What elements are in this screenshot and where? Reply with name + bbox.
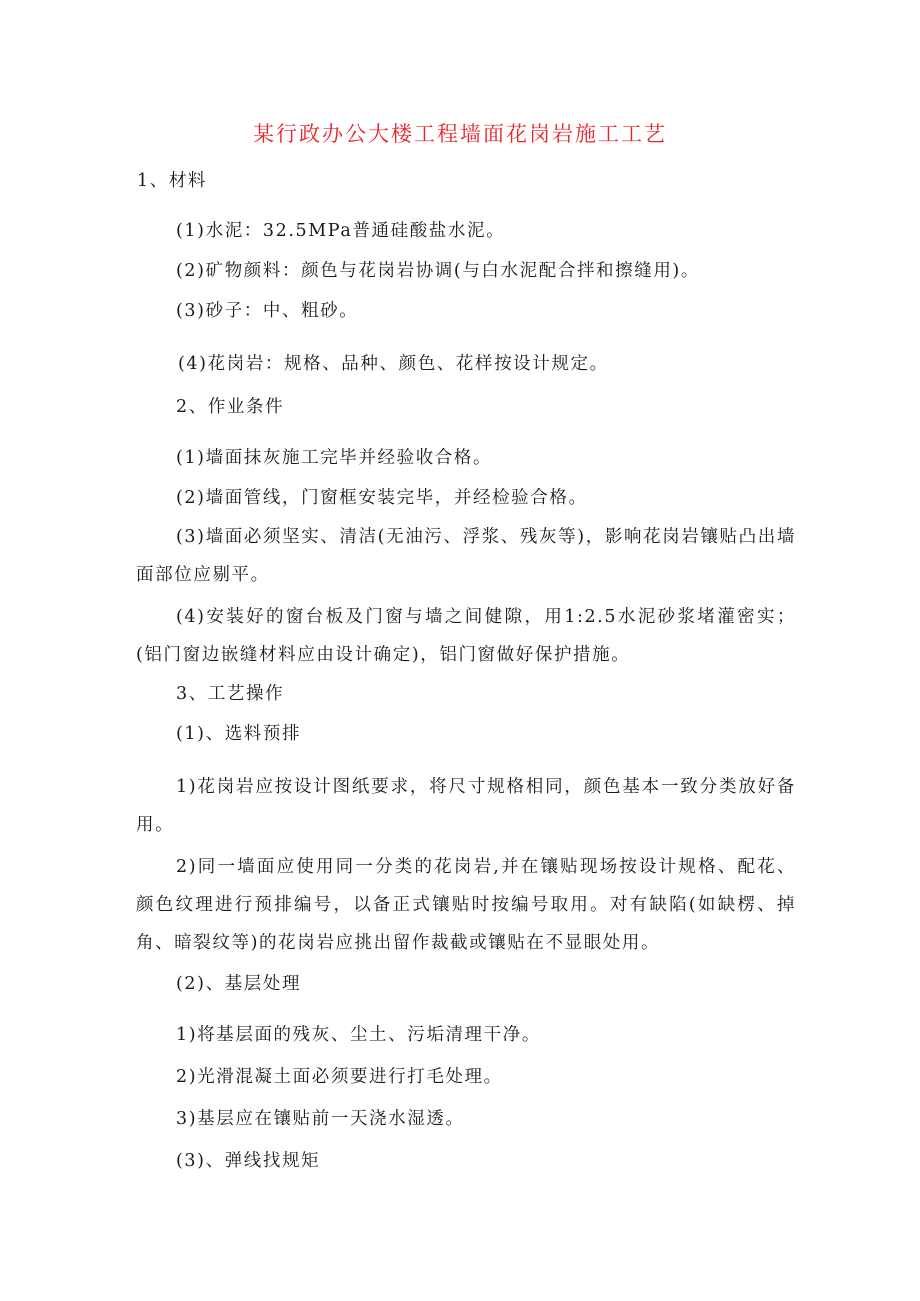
sub1-item-1: 1)花岗岩应按设计图纸要求，将尺寸规格相同，颜色基本一致分类放好备用。 [136,777,796,835]
subsection-1-heading: (1)、选料预排 [176,724,302,744]
material-item-3: (3)砂子：中、粗砂。 [176,301,359,321]
sub2-item-1: 1)将基层面的残灰、尘土、污垢清理干净。 [176,1025,541,1045]
sub1-item-2: 2)同一墙面应使用同一分类的花岗岩,并在镶贴现场按设计规格、配花、颜色纹理进行预排编号，以备正式镶贴时按编号取用。对有缺陷(如缺楞、掉角、暗裂纹等)的花岗岩应挑出留作裁截或镶贴在不显眼处用。 [136,857,796,953]
sub2-item-3: 3)基层应在镶贴前一天浇水湿透。 [176,1109,465,1129]
section-3-heading: 3、工艺操作 [176,684,285,704]
material-item-1: (1)水泥：32.5MPa普通硅酸盐水泥。 [176,221,506,241]
condition-item-1: (1)墙面抹灰施工完毕并经验收合格。 [176,448,493,468]
subsection-3-heading: (3)、弹线找规矩 [176,1151,321,1171]
section-1-heading: 1、材料 [137,171,208,191]
sub2-item-2: 2)光滑混凝土面必须要进行打毛处理。 [176,1067,503,1087]
material-item-2: (2)矿物颜料：颜色与花岗岩协调(与白水泥配合拌和擦缝用)。 [176,261,700,281]
material-item-4: (4)花岗岩：规格、品种、颜色、花样按设计规定。 [178,354,609,374]
section-2-heading: 2、作业条件 [176,397,285,417]
document-title: 某行政办公大楼工程墙面花岗岩施工工艺 [253,122,667,146]
condition-item-3: (3)墙面必须坚实、清洁(无油污、浮浆、残灰等)，影响花岗岩镶贴凸出墙面部位应剔平。 [136,527,796,585]
condition-item-2: (2)墙面管线，门窗框安装完毕，并经检验合格。 [176,488,588,508]
subsection-2-heading: (2)、基层处理 [176,974,302,994]
condition-item-4: (4)安装好的窗台板及门窗与墙之间健隙，用1:2.5水泥砂浆堵灌密实；(铝门窗边嵌缝材料应由设计确定)，铝门窗做好保护措施。 [136,607,796,665]
